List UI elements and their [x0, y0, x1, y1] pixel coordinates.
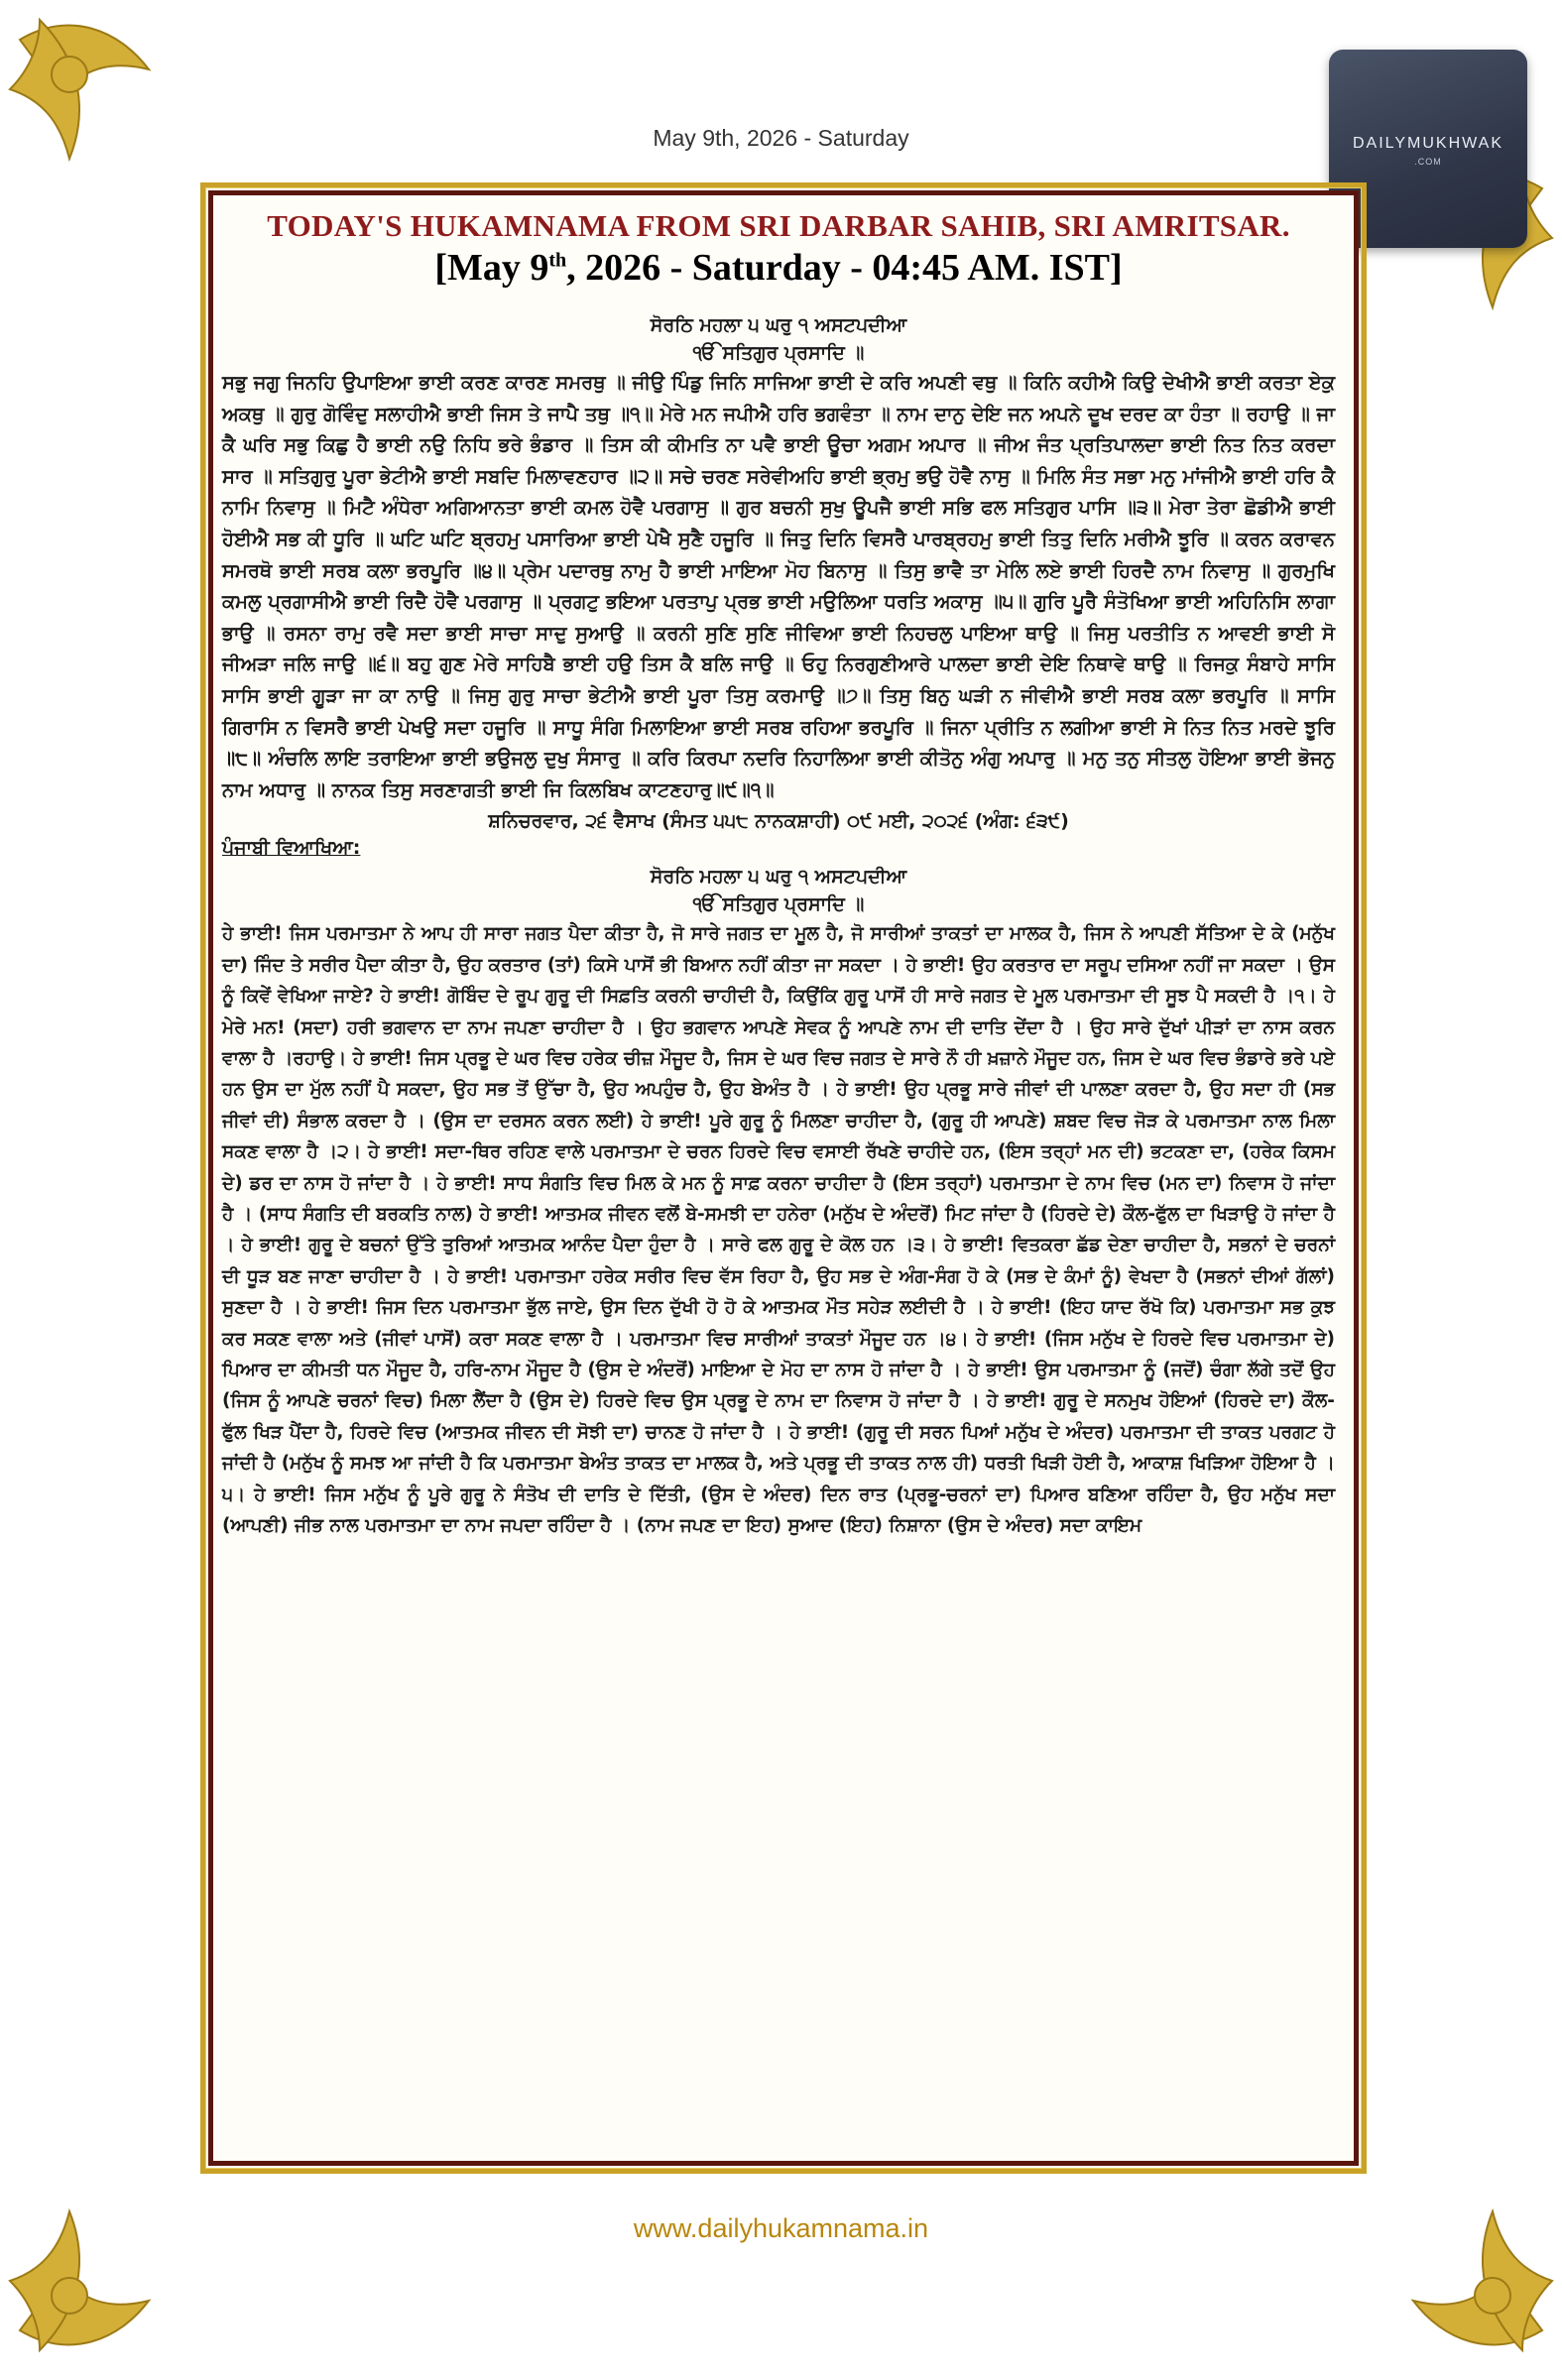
ribbon-bottom-right — [1354, 2162, 1562, 2370]
date-heading-end: , 2026 - Saturday - 04:45 AM. IST] — [566, 247, 1123, 289]
ribbon-top-left — [0, 0, 208, 208]
logo-text: DAILYMUKHWAK — [1352, 135, 1503, 152]
date-heading — [222, 246, 1335, 290]
shabad-heading: ਸੋਰਠਿ ਮਹਲਾ ੫ ਘਰੁ ੧ ਅਸਟਪਦੀਆ — [650, 314, 907, 336]
nanakshahi-date: ਸ਼ਨਿਚਰਵਾਰ, ੨੬ ਵੈਸਾਖ (ਸੰਮਤ ੫੫੮ ਨਾਨਕਸ਼ਾਹੀ) ੦੯ ਮਈ, ੨੦੨੬ (ਅੰਗ: ੬੩੯) — [488, 810, 1069, 833]
explanation-mool-mantar: ੴ ਸਤਿਗੁਰ ਪ੍ਰਸਾਦਿ ॥ — [692, 893, 865, 916]
explanation-label: ਪੰਜਾਬੀ ਵਿਆਖਿਆ: — [222, 837, 361, 860]
ribbon-bottom-left — [0, 2162, 208, 2370]
shabad-text: ਸਭੁ ਜਗੁ ਜਿਨਹਿ ਉਪਾਇਆ ਭਾਈ ਕਰਣ ਕਾਰਣ ਸਮਰਥੁ ॥ ਜੀਉ ਪਿੰਡੁ ਜਿਨਿ ਸਾਜਿਆ ਭਾਈ ਦੇ ਕਰਿ ਅਪਣੀ ਵਥੁ ॥ ਕਿਨਿ ਕਹੀਐ ਕਿਉ ਦੇਖੀਐ ਭਾਈ ਕਰਤਾ ਏਕੁ ਅਕਥੁ ॥ ਗੁਰੁ ਗੋਵਿੰਦੁ ਸਲਾਹੀਐ ਭਾਈ ਜਿਸ ਤੇ ਜਾਪੈ ਤਥੁ ॥੧॥ ਮੇਰੇ ਮਨ ਜਪੀਐ ਹਰਿ ਭਗਵੰਤਾ ॥ ਨਾਮ ਦਾਨੁ ਦੇਇ ਜਨ ਅਪਨੇ ਦੂਖ ਦਰਦ ਕਾ ਹੰਤਾ ॥ ਰਹਾਉ ॥ ਜਾ ਕੈ ਘਰਿ ਸਭੁ ਕਿਛੁ ਹੈ ਭਾਈ ਨਉ ਨਿਧਿ ਭਰੇ ਭੰਡਾਰ ॥ ਤਿਸ ਕੀ ਕੀਮਤਿ ਨਾ ਪਵੈ ਭਾਈ ਊਚਾ ਅਗਮ ਅਪਾਰ ॥ ਜੀਅ ਜੰਤ ਪ੍ਰਤਿਪਾਲਦਾ ਭਾਈ ਨਿਤ ਨਿਤ ਕਰਦਾ ਸਾਰ ॥ ਸਤਿਗੁਰੁ ਪੂਰਾ ਭੇਟੀਐ ਭਾਈ ਸਬਦਿ ਮਿਲਾਵਣਹਾਰ ॥੨॥ ਸਚੇ ਚਰਣ ਸਰੇਵੀਅਹਿ ਭਾਈ ਭ੍ਰਮੁ ਭਉ ਹੋਵੈ ਨਾਸੁ ॥ ਮਿਲਿ ਸੰਤ ਸਭਾ ਮਨੁ ਮਾਂਜੀਐ ਭਾਈ ਹਰਿ ਕੈ ਨਾਮਿ ਨਿਵਾਸੁ ॥ ਮਿਟੈ ਅੰਧੇਰਾ ਅਗਿਆਨਤਾ ਭਾਈ ਕਮਲ ਹੋਵੈ ਪਰਗਾਸੁ ॥ ਗੁਰ ਬਚਨੀ ਸੁਖੁ ਊਪਜੈ ਭਾਈ ਸਭਿ ਫਲ ਸਤਿਗੁਰ ਪਾਸਿ ॥੩॥ ਮੇਰਾ ਤੇਰਾ ਛੋਡੀਐ ਭਾਈ ਹੋਈਐ ਸਭ ਕੀ ਧੂਰਿ ॥ ਘਟਿ ਘਟਿ ਬ੍ਰਹਮੁ ਪਸਾਰਿਆ ਭਾਈ ਪੇਖੈ ਸੁਣੈ ਹਜੂਰਿ ॥ ਜਿਤੁ ਦਿਨਿ ਵਿਸਰੈ ਪਾਰਬ੍ਰਹਮੁ ਭਾਈ ਤਿਤੁ ਦਿਨਿ ਮਰੀਐ ਝੂਰਿ ॥ ਕਰਨ ਕਰਾਵਨ ਸਮਰਥੋ ਭਾਈ ਸਰਬ ਕਲਾ ਭਰਪੂਰਿ ॥੪॥ ਪ੍ਰੇਮ ਪਦਾਰਥੁ ਨਾਮੁ ਹੈ ਭਾਈ ਮਾਇਆ ਮੋਹ ਬਿਨਾਸੁ ॥ ਤਿਸੁ ਭਾਵੈ ਤਾ ਮੇਲਿ ਲਏ ਭਾਈ ਹਿਰਦੈ ਨਾਮ ਨਿਵਾਸੁ ॥ ਗੁਰਮੁਖਿ ਕਮਲੁ ਪ੍ਰਗਾਸੀਐ ਭਾਈ ਰਿਦੈ ਹੋਵੈ ਪਰਗਾਸੁ ॥ ਪ੍ਰਗਟੁ ਭਇਆ ਪਰਤਾਪੁ ਪ੍ਰਭ ਭਾਈ ਮਉਲਿਆ ਧਰਤਿ ਅਕਾਸੁ ॥੫॥ ਗੁਰਿ ਪੂਰੈ ਸੰਤੋਖਿਆ ਭਾਈ ਅਹਿਨਿਸਿ ਲਾਗਾ ਭਾਉ ॥ ਰਸਨਾ ਰਾਮੁ ਰਵੈ ਸਦਾ ਭਾਈ ਸਾਚਾ ਸਾਦੁ ਸੁਆਉ ॥ ਕਰਨੀ ਸੁਣਿ ਸੁਣਿ ਜੀਵਿਆ ਭਾਈ ਨਿਹਚਲੁ ਪਾਇਆ ਥਾਉ ॥ ਜਿਸੁ ਪਰਤੀਤਿ ਨ ਆਵਈ ਭਾਈ ਸੋ ਜੀਅੜਾ ਜਲਿ ਜਾਉ ॥੬॥ ਬਹੁ ਗੁਣ ਮੇਰੇ ਸਾਹਿਬੈ ਭਾਈ ਹਉ ਤਿਸ ਕੈ ਬਲਿ ਜਾਉ ॥ ਓਹੁ ਨਿਰਗੁਣੀਆਰੇ ਪਾਲਦਾ ਭਾਈ ਦੇਇ ਨਿਥਾਵੇ ਥਾਉ ॥ ਰਿਜਕੁ ਸੰਬਾਹੇ ਸਾਸਿ ਸਾਸਿ ਭਾਈ ਗੂੜਾ ਜਾ ਕਾ ਨਾਉ ॥ ਜਿਸੁ ਗੁਰੁ ਸਾਚਾ ਭੇਟੀਐ ਭਾਈ ਪੂਰਾ ਤਿਸੁ ਕਰਮਾਉ ॥੭॥ ਤਿਸੁ ਬਿਨੁ ਘੜੀ ਨ ਜੀਵੀਐ ਭਾਈ ਸਰਬ ਕਲਾ ਭਰਪੂਰਿ ॥ ਸਾਸਿ ਗਿਰਾਸਿ ਨ ਵਿਸਰੈ ਭਾਈ ਪੇਖਉ ਸਦਾ ਹਜੂਰਿ ॥ ਸਾਧੂ ਸੰਗਿ ਮਿਲਾਇਆ ਭਾਈ ਸਰਬ ਰਹਿਆ ਭਰਪੂਰਿ ॥ ਜਿਨਾ ਪ੍ਰੀਤਿ ਨ ਲਗੀਆ ਭਾਈ ਸੇ ਨਿਤ ਨਿਤ ਮਰਦੇ ਝੂਰਿ ॥੮॥ ਅੰਚਲਿ ਲਾਇ ਤਰਾਇਆ ਭਾਈ ਭਉਜਲੁ ਦੁਖੁ ਸੰਸਾਰੁ ॥ ਕਰਿ ਕਿਰਪਾ ਨਦਰਿ ਨਿਹਾਲਿਆ ਭਾਈ ਕੀਤੋਨੁ ਅੰਗੁ ਅਪਾਰੁ ॥ ਮਨੁ ਤਨੁ ਸੀਤਲੁ ਹੋਇਆ ਭਾਈ ਭੋਜਨੁ ਨਾਮ ਅਧਾਰੁ ॥ ਨਾਨਕ ਤਿਸੁ ਸਰਣਾਗਤੀ ਭਾਈ ਜਿ ਕਿਲਬਿਖ ਕਾਟਣਹਾਰੁ॥੯॥੧॥ — [222, 371, 1335, 801]
footer-url-link[interactable]: www.dailyhukamnama.in — [633, 2213, 929, 2243]
mool-mantar: ੴ ਸਤਿਗੁਰ ਪ੍ਰਸਾਦਿ ॥ — [692, 342, 865, 364]
date-heading-start: [May 9 — [434, 247, 549, 289]
date-heading-suffix: th — [548, 249, 567, 272]
hukamnama-content — [222, 198, 1335, 1541]
explanation-heading: ਸੋਰਠਿ ਮਹਲਾ ੫ ਘਰੁ ੧ ਅਸਟਪਦੀਆ — [650, 866, 907, 889]
top-date: May 9th, 2026 - Saturday — [653, 125, 909, 151]
logo-subtext: .COM — [1414, 157, 1442, 167]
page-title: TODAY'S HUKAMNAMA FROM SRI DARBAR SAHIB, SRI AMRITSAR. — [267, 208, 1290, 243]
explanation-text: ਹੇ ਭਾਈ! ਜਿਸ ਪਰਮਾਤਮਾ ਨੇ ਆਪ ਹੀ ਸਾਰਾ ਜਗਤ ਪੈਦਾ ਕੀਤਾ ਹੈ, ਜੋ ਸਾਰੇ ਜਗਤ ਦਾ ਮੂਲ ਹੈ, ਜੋ ਸਾਰੀਆਂ ਤਾਕਤਾਂ ਦਾ ਮਾਲਕ ਹੈ, ਜਿਸ ਨੇ ਆਪਣੀ ਸੱਤਿਆ ਦੇ ਕੇ (ਮਨੁੱਖ ਦਾ) ਜਿੰਦ ਤੇ ਸਰੀਰ ਪੈਦਾ ਕੀਤਾ ਹੈ, ਉਹ ਕਰਤਾਰ (ਤਾਂ) ਕਿਸੇ ਪਾਸੋਂ ਭੀ ਬਿਆਨ ਨਹੀਂ ਕੀਤਾ ਜਾ ਸਕਦਾ । ਹੇ ਭਾਈ! ਉਹ ਕਰਤਾਰ ਦਾ ਸਰੂਪ ਦਸਿਆ ਨਹੀਂ ਜਾ ਸਕਦਾ । ਉਸ ਨੂੰ ਕਿਵੇਂ ਵੇਖਿਆ ਜਾਏ? ਹੇ ਭਾਈ! ਗੋਬਿੰਦ ਦੇ ਰੂਪ ਗੁਰੂ ਦੀ ਸਿਫ਼ਤਿ ਕਰਨੀ ਚਾਹੀਦੀ ਹੈ, ਕਿਉਂਕਿ ਗੁਰੂ ਪਾਸੋਂ ਹੀ ਸਾਰੇ ਜਗਤ ਦੇ ਮੂਲ ਪਰਮਾਤਮਾ ਦੀ ਸੂਝ ਪੈ ਸਕਦੀ ਹੈ ।੧। ਹੇ ਮੇਰੇ ਮਨ! (ਸਦਾ) ਹਰੀ ਭਗਵਾਨ ਦਾ ਨਾਮ ਜਪਣਾ ਚਾਹੀਦਾ ਹੈ । ਉਹ ਭਗਵਾਨ ਆਪਣੇ ਸੇਵਕ ਨੂੰ ਆਪਣੇ ਨਾਮ ਦੀ ਦਾਤਿ ਦੇਂਦਾ ਹੈ । ਉਹ ਸਾਰੇ ਦੁੱਖਾਂ ਪੀੜਾਂ ਦਾ ਨਾਸ ਕਰਨ ਵਾਲਾ ਹੈ ।ਰਹਾਉ। ਹੇ ਭਾਈ! ਜਿਸ ਪ੍ਰਭੂ ਦੇ ਘਰ ਵਿਚ ਹਰੇਕ ਚੀਜ਼ ਮੌਜੂਦ ਹੈ, ਜਿਸ ਦੇ ਘਰ ਵਿਚ ਜਗਤ ਦੇ ਸਾਰੇ ਨੌ ਹੀ ਖ਼ਜ਼ਾਨੇ ਮੌਜੂਦ ਹਨ, ਜਿਸ ਦੇ ਘਰ ਵਿਚ ਭੰਡਾਰੇ ਭਰੇ ਪਏ ਹਨ ਉਸ ਦਾ ਮੁੱਲ ਨਹੀਂ ਪੈ ਸਕਦਾ, ਉਹ ਸਭ ਤੋਂ ਉੱਚਾ ਹੈ, ਉਹ ਅਪਹੁੰਚ ਹੈ, ਉਹ ਬੇਅੰਤ ਹੈ । ਹੇ ਭਾਈ! ਉਹ ਪ੍ਰਭੂ ਸਾਰੇ ਜੀਵਾਂ ਦੀ ਪਾਲਣਾ ਕਰਦਾ ਹੈ, ਉਹ ਸਦਾ ਹੀ (ਸਭ ਜੀਵਾਂ ਦੀ) ਸੰਭਾਲ ਕਰਦਾ ਹੈ । (ਉਸ ਦਾ ਦਰਸਨ ਕਰਨ ਲਈ) ਹੇ ਭਾਈ! ਪੂਰੇ ਗੁਰੂ ਨੂੰ ਮਿਲਣਾ ਚਾਹੀਦਾ ਹੈ, (ਗੁਰੂ ਹੀ ਆਪਣੇ) ਸ਼ਬਦ ਵਿਚ ਜੋੜ ਕੇ ਪਰਮਾਤਮਾ ਨਾਲ ਮਿਲਾ ਸਕਣ ਵਾਲਾ ਹੈ ।੨। ਹੇ ਭਾਈ! ਸਦਾ-ਥਿਰ ਰਹਿਣ ਵਾਲੇ ਪਰਮਾਤਮਾ ਦੇ ਚਰਨ ਹਿਰਦੇ ਵਿਚ ਵਸਾਈ ਰੱਖਣੇ ਚਾਹੀਦੇ ਹਨ, (ਇਸ ਤਰ੍ਹਾਂ ਮਨ ਦੀ) ਭਟਕਣਾ ਦਾ, (ਹਰੇਕ ਕਿਸਮ ਦੇ) ਡਰ ਦਾ ਨਾਸ ਹੋ ਜਾਂਦਾ ਹੈ । ਹੇ ਭਾਈ! ਸਾਧ ਸੰਗਤਿ ਵਿਚ ਮਿਲ ਕੇ ਮਨ ਨੂੰ ਸਾਫ਼ ਕਰਨਾ ਚਾਹੀਦਾ ਹੈ (ਇਸ ਤਰ੍ਹਾਂ) ਪਰਮਾਤਮਾ ਦੇ ਨਾਮ ਵਿਚ (ਮਨ ਦਾ) ਨਿਵਾਸ ਹੋ ਜਾਂਦਾ ਹੈ । (ਸਾਧ ਸੰਗਤਿ ਦੀ ਬਰਕਤਿ ਨਾਲ) ਹੇ ਭਾਈ! ਆਤਮਕ ਜੀਵਨ ਵਲੋਂ ਬੇ-ਸਮਝੀ ਦਾ ਹਨੇਰਾ (ਮਨੁੱਖ ਦੇ ਅੰਦਰੋਂ) ਮਿਟ ਜਾਂਦਾ ਹੈ (ਹਿਰਦੇ ਦੇ) ਕੌਲ-ਫੁੱਲ ਦਾ ਖਿੜਾਉ ਹੋ ਜਾਂਦਾ ਹੈ । ਹੇ ਭਾਈ! ਗੁਰੂ ਦੇ ਬਚਨਾਂ ਉੱਤੇ ਤੁਰਿਆਂ ਆਤਮਕ ਆਨੰਦ ਪੈਦਾ ਹੁੰਦਾ ਹੈ । ਸਾਰੇ ਫਲ ਗੁਰੂ ਦੇ ਕੋਲ ਹਨ ।੩। ਹੇ ਭਾਈ! ਵਿਤਕਰਾ ਛੱਡ ਦੇਣਾ ਚਾਹੀਦਾ ਹੈ, ਸਭਨਾਂ ਦੇ ਚਰਨਾਂ ਦੀ ਧੂੜ ਬਣ ਜਾਣਾ ਚਾਹੀਦਾ ਹੈ । ਹੇ ਭਾਈ! ਪਰਮਾਤਮਾ ਹਰੇਕ ਸਰੀਰ ਵਿਚ ਵੱਸ ਰਿਹਾ ਹੈ, ਉਹ ਸਭ ਦੇ ਅੰਗ-ਸੰਗ ਹੋ ਕੇ (ਸਭ ਦੇ ਕੰਮਾਂ ਨੂੰ) ਵੇਖਦਾ ਹੈ (ਸਭਨਾਂ ਦੀਆਂ ਗੱਲਾਂ) ਸੁਣਦਾ ਹੈ । ਹੇ ਭਾਈ! ਜਿਸ ਦਿਨ ਪਰਮਾਤਮਾ ਭੁੱਲ ਜਾਏ, ਉਸ ਦਿਨ ਦੁੱਖੀ ਹੋ ਹੋ ਕੇ ਆਤਮਕ ਮੌਤ ਸਹੇੜ ਲਈਦੀ ਹੈ । ਹੇ ਭਾਈ! (ਇਹ ਯਾਦ ਰੱਖੋ ਕਿ) ਪਰਮਾਤਮਾ ਸਭ ਕੁਝ ਕਰ ਸਕਣ ਵਾਲਾ ਅਤੇ (ਜੀਵਾਂ ਪਾਸੋਂ) ਕਰਾ ਸਕਣ ਵਾਲਾ ਹੈ । ਪਰਮਾਤਮਾ ਵਿਚ ਸਾਰੀਆਂ ਤਾਕਤਾਂ ਮੌਜੂਦ ਹਨ ।੪। ਹੇ ਭਾਈ! (ਜਿਸ ਮਨੁੱਖ ਦੇ ਹਿਰਦੇ ਵਿਚ ਪਰਮਾਤਮਾ ਦੇ) ਪਿਆਰ ਦਾ ਕੀਮਤੀ ਧਨ ਮੌਜੂਦ ਹੈ, ਹਰਿ-ਨਾਮ ਮੌਜੂਦ ਹੈ (ਉਸ ਦੇ ਅੰਦਰੋਂ) ਮਾਇਆ ਦੇ ਮੋਹ ਦਾ ਨਾਸ ਹੋ ਜਾਂਦਾ ਹੈ । ਹੇ ਭਾਈ! ਉਸ ਪਰਮਾਤਮਾ ਨੂੰ (ਜਦੋਂ) ਚੰਗਾ ਲੱਗੇ ਤਦੋਂ ਉਹ (ਜਿਸ ਨੂੰ ਆਪਣੇ ਚਰਨਾਂ ਵਿਚ) ਮਿਲਾ ਲੈਂਦਾ ਹੈ (ਉਸ ਦੇ) ਹਿਰਦੇ ਵਿਚ ਉਸ ਪ੍ਰਭੂ ਦੇ ਨਾਮ ਦਾ ਨਿਵਾਸ ਹੋ ਜਾਂਦਾ ਹੈ । ਹੇ ਭਾਈ! ਗੁਰੂ ਦੇ ਸਨਮੁਖ ਹੋਇਆਂ (ਹਿਰਦੇ ਦਾ) ਕੌਲ-ਫੁੱਲ ਖਿੜ ਪੈਂਦਾ ਹੈ, ਹਿਰਦੇ ਵਿਚ (ਆਤਮਕ ਜੀਵਨ ਦੀ ਸੋਝੀ ਦਾ) ਚਾਨਣ ਹੋ ਜਾਂਦਾ ਹੈ । ਹੇ ਭਾਈ! (ਗੁਰੂ ਦੀ ਸਰਨ ਪਿਆਂ ਮਨੁੱਖ ਦੇ ਅੰਦਰ) ਪਰਮਾਤਮਾ ਦੀ ਤਾਕਤ ਪਰਗਟ ਹੋ ਜਾਂਦੀ ਹੈ (ਮਨੁੱਖ ਨੂੰ ਸਮਝ ਆ ਜਾਂਦੀ ਹੈ ਕਿ ਪਰਮਾਤਮਾ ਬੇਅੰਤ ਤਾਕਤ ਦਾ ਮਾਲਕ ਹੈ, ਅਤੇ ਪ੍ਰਭੂ ਦੀ ਤਾਕਤ ਨਾਲ ਹੀ) ਧਰਤੀ ਖਿੜੀ ਹੋਈ ਹੈ, ਆਕਾਸ਼ ਖਿੜਿਆ ਹੋਇਆ ਹੈ ।੫। ਹੇ ਭਾਈ! ਜਿਸ ਮਨੁੱਖ ਨੂੰ ਪੂਰੇ ਗੁਰੂ ਨੇ ਸੰਤੋਖ ਦੀ ਦਾਤਿ ਦੇ ਦਿੱਤੀ, (ਉਸ ਦੇ ਅੰਦਰ) ਦਿਨ ਰਾਤ (ਪ੍ਰਭੂ-ਚਰਨਾਂ ਦਾ) ਪਿਆਰ ਬਣਿਆ ਰਹਿੰਦਾ ਹੈ, ਉਹ ਮਨੁੱਖ ਸਦਾ (ਆਪਣੀ) ਜੀਭ ਨਾਲ ਪਰਮਾਤਮਾ ਦਾ ਨਾਮ ਜਪਦਾ ਰਹਿੰਦਾ ਹੈ । (ਨਾਮ ਜਪਣ ਦਾ ਇਹ) ਸੁਆਦ (ਇਹ) ਨਿਸ਼ਾਨਾ (ਉਸ ਦੇ ਅੰਦਰ) ਸਦਾ ਕਾਇਮ — [222, 923, 1335, 1537]
